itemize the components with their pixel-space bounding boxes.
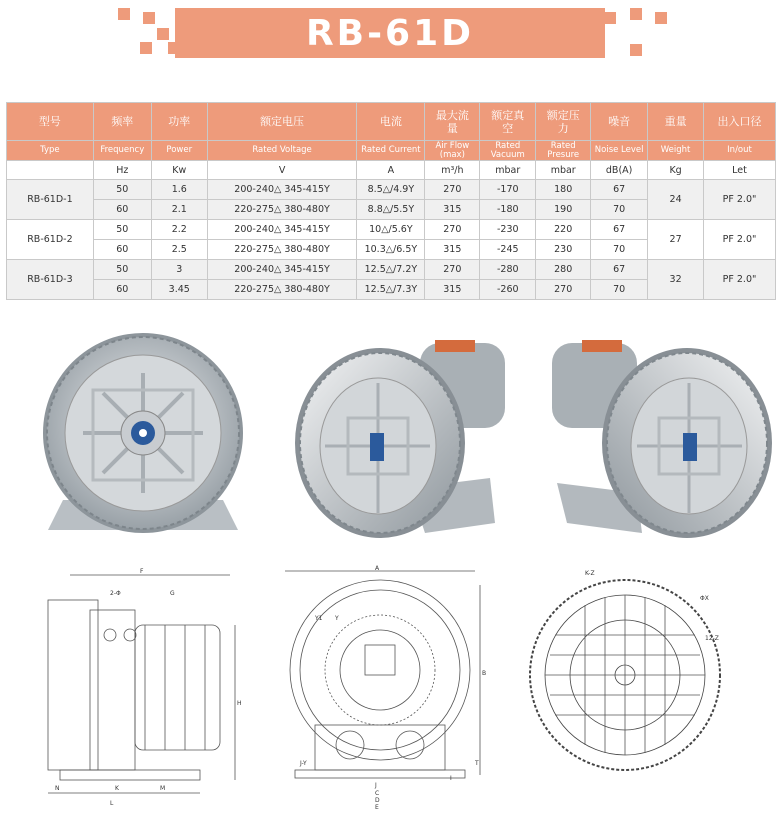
blower-front-photo bbox=[28, 330, 258, 540]
dim-label: Y bbox=[335, 615, 339, 622]
dim-label: Y1 bbox=[315, 615, 323, 622]
table-cell: 67 bbox=[591, 220, 648, 240]
units-row bbox=[7, 161, 776, 180]
dim-label: E bbox=[375, 804, 379, 810]
inout-cell: PF 2.0" bbox=[704, 260, 776, 300]
table-cell: 190 bbox=[536, 200, 591, 220]
dim-label: ΦX bbox=[700, 595, 709, 602]
header-cn: 型号 bbox=[7, 103, 94, 141]
table-cell: 315 bbox=[425, 240, 480, 260]
header-cn: 噪音 bbox=[591, 103, 648, 141]
table-cell: 60 bbox=[93, 200, 151, 220]
header-cn: 额定压力 bbox=[536, 103, 591, 141]
table-cell: 270 bbox=[425, 260, 480, 280]
unit-cell: Let bbox=[704, 161, 776, 180]
header-cn: 频率 bbox=[93, 103, 151, 141]
header-cn: 出入口径 bbox=[704, 103, 776, 141]
weight-cell: 27 bbox=[648, 220, 704, 260]
inout-cell: PF 2.0" bbox=[704, 180, 776, 220]
header-cn: 最大流量 bbox=[425, 103, 480, 141]
table-cell: -260 bbox=[480, 280, 536, 300]
table-cell: 10.3△/6.5Y bbox=[357, 240, 425, 260]
model-type-cell: RB-61D-3 bbox=[7, 260, 94, 300]
header-cn: 额定真空 bbox=[480, 103, 536, 141]
table-cell: 50 bbox=[93, 220, 151, 240]
spec-table bbox=[6, 102, 776, 300]
table-cell: 60 bbox=[93, 240, 151, 260]
table-row bbox=[7, 220, 776, 240]
header-cn: 功率 bbox=[151, 103, 207, 141]
unit-cell bbox=[7, 161, 94, 180]
blower-angled-right-photo bbox=[547, 328, 777, 543]
table-cell: 50 bbox=[93, 180, 151, 200]
header-en: Type bbox=[7, 141, 94, 161]
dim-label: K bbox=[115, 785, 119, 792]
table-cell: 280 bbox=[536, 260, 591, 280]
table-cell: 12.5△/7.2Y bbox=[357, 260, 425, 280]
table-cell: 2.5 bbox=[151, 240, 207, 260]
dim-label: M bbox=[160, 785, 166, 792]
table-cell: 2.2 bbox=[151, 220, 207, 240]
table-row bbox=[7, 180, 776, 200]
dim-label: H bbox=[237, 700, 242, 707]
side-view-drawing bbox=[30, 565, 250, 810]
header-en: Power bbox=[151, 141, 207, 161]
header-row-en bbox=[7, 141, 776, 161]
unit-cell: Hz bbox=[93, 161, 151, 180]
header-row-cn bbox=[7, 103, 776, 141]
dim-label: 2-Φ bbox=[110, 590, 121, 597]
table-cell: 180 bbox=[536, 180, 591, 200]
table-cell: 270 bbox=[425, 220, 480, 240]
dim-label: K-Z bbox=[585, 570, 595, 577]
header-cn: 额定电压 bbox=[207, 103, 357, 141]
dim-label: B bbox=[482, 670, 487, 677]
header-en: In/out bbox=[704, 141, 776, 161]
model-type-cell: RB-61D-1 bbox=[7, 180, 94, 220]
table-cell: 3 bbox=[151, 260, 207, 280]
table-cell: 200-240△ 345-415Y bbox=[207, 180, 357, 200]
table-cell: 200-240△ 345-415Y bbox=[207, 220, 357, 240]
table-cell: 270 bbox=[425, 180, 480, 200]
inout-cell: PF 2.0" bbox=[704, 220, 776, 260]
dim-label: J bbox=[375, 782, 377, 789]
table-cell: 50 bbox=[93, 260, 151, 280]
table-cell: 10△/5.6Y bbox=[357, 220, 425, 240]
table-cell: 12.5△/7.3Y bbox=[357, 280, 425, 300]
unit-cell: m³/h bbox=[425, 161, 480, 180]
table-cell: 67 bbox=[591, 260, 648, 280]
model-type-cell: RB-61D-2 bbox=[7, 220, 94, 260]
table-cell: 220-275△ 380-480Y bbox=[207, 240, 357, 260]
table-cell: 230 bbox=[536, 240, 591, 260]
unit-cell: dB(A) bbox=[591, 161, 648, 180]
table-cell: 220 bbox=[536, 220, 591, 240]
table-cell: 70 bbox=[591, 280, 648, 300]
unit-cell: A bbox=[357, 161, 425, 180]
weight-cell: 24 bbox=[648, 180, 704, 220]
table-cell: -245 bbox=[480, 240, 536, 260]
header-en: Noise Level bbox=[591, 141, 648, 161]
dim-label: D bbox=[375, 797, 380, 804]
table-cell: 8.5△/4.9Y bbox=[357, 180, 425, 200]
dim-label: L bbox=[110, 800, 114, 807]
header-en: Rated Presure bbox=[536, 141, 591, 161]
dim-label: 12-Z bbox=[705, 635, 719, 642]
dim-label: G bbox=[170, 590, 175, 597]
page-title: RB-61D bbox=[305, 12, 475, 54]
dim-label: T bbox=[475, 760, 479, 767]
table-cell: 1.6 bbox=[151, 180, 207, 200]
header-en: Frequency bbox=[93, 141, 151, 161]
unit-cell: V bbox=[207, 161, 357, 180]
table-cell: 70 bbox=[591, 240, 648, 260]
header-en: Weight bbox=[648, 141, 704, 161]
dim-label: F bbox=[140, 568, 144, 575]
table-cell: 315 bbox=[425, 280, 480, 300]
table-cell: -170 bbox=[480, 180, 536, 200]
unit-cell: Kw bbox=[151, 161, 207, 180]
table-cell: 70 bbox=[591, 200, 648, 220]
table-cell: 60 bbox=[93, 280, 151, 300]
table-cell: 200-240△ 345-415Y bbox=[207, 260, 357, 280]
rear-view-drawing bbox=[525, 565, 745, 810]
dim-label: N bbox=[55, 785, 60, 792]
table-cell: 3.45 bbox=[151, 280, 207, 300]
dim-label: C bbox=[375, 790, 380, 797]
header-cn: 重量 bbox=[648, 103, 704, 141]
header-en: Rated Current bbox=[357, 141, 425, 161]
unit-cell: Kg bbox=[648, 161, 704, 180]
table-row bbox=[7, 260, 776, 280]
table-cell: 220-275△ 380-480Y bbox=[207, 280, 357, 300]
header-en: Rated Voltage bbox=[207, 141, 357, 161]
front-view-drawing bbox=[275, 565, 495, 810]
weight-cell: 32 bbox=[648, 260, 704, 300]
table-cell: -280 bbox=[480, 260, 536, 280]
header-cn: 电流 bbox=[357, 103, 425, 141]
table-cell: 8.8△/5.5Y bbox=[357, 200, 425, 220]
header-en: Rated Vacuum bbox=[480, 141, 536, 161]
blower-angled-left-photo bbox=[290, 328, 520, 543]
table-cell: 2.1 bbox=[151, 200, 207, 220]
dim-label: A bbox=[375, 565, 380, 572]
table-cell: 220-275△ 380-480Y bbox=[207, 200, 357, 220]
table-cell: 270 bbox=[536, 280, 591, 300]
table-cell: 67 bbox=[591, 180, 648, 200]
unit-cell: mbar bbox=[480, 161, 536, 180]
table-cell: -180 bbox=[480, 200, 536, 220]
dim-label: I bbox=[450, 775, 452, 782]
table-cell: -230 bbox=[480, 220, 536, 240]
table-cell: 315 bbox=[425, 200, 480, 220]
title-banner bbox=[175, 8, 605, 58]
header-en: Air Flow (max) bbox=[425, 141, 480, 161]
unit-cell: mbar bbox=[536, 161, 591, 180]
dim-label: J-Y bbox=[300, 760, 307, 767]
